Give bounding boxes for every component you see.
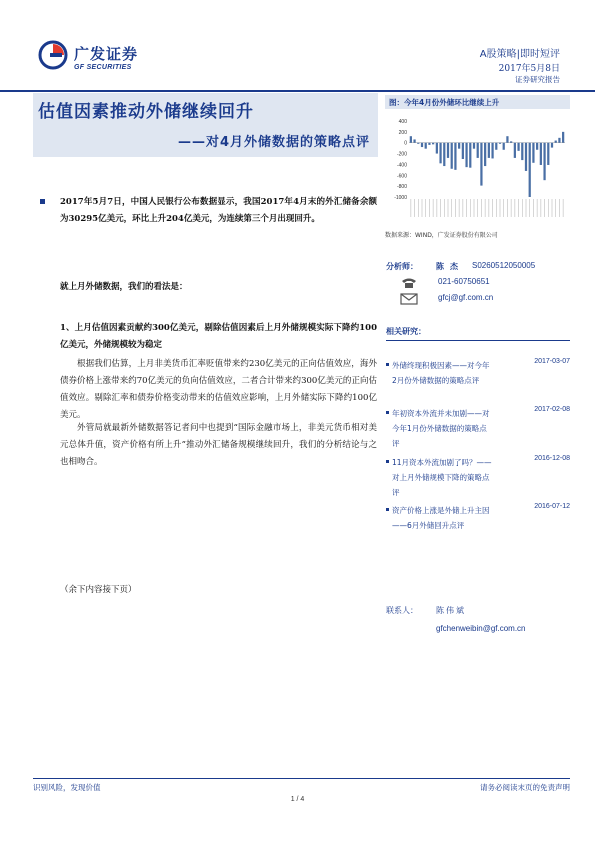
chart-bar [558, 138, 560, 143]
y-tick-label: -400 [396, 162, 407, 169]
bullet-icon [386, 460, 389, 463]
figure-source: 数据来源：WIND，广发证券股份有限公司 [385, 232, 498, 239]
related-item-date: 2017-02-08 [534, 406, 570, 413]
contact-label: 联系人： [386, 606, 418, 615]
chart-bar [517, 143, 519, 151]
bullet-icon [386, 363, 389, 366]
analyst-label: 分析师： [386, 262, 418, 271]
related-item-title[interactable]: 资产价格上涨是外储上升主因——6月外储回升点评 [392, 506, 490, 530]
y-tick-label: 0 [404, 140, 407, 147]
chart-bar [484, 143, 486, 166]
chart-bar [506, 136, 508, 143]
chart-bar [555, 141, 557, 143]
fx-reserve-chart [385, 113, 570, 223]
chart-bar [514, 143, 516, 158]
analyst-name: 陈杰 [436, 262, 464, 271]
chart-bar [421, 143, 423, 147]
chart-bar [443, 143, 445, 166]
chart-bar [562, 132, 564, 143]
chart-bar [491, 143, 493, 159]
analyst-email[interactable]: gfcj@gf.com.cn [438, 293, 494, 302]
chart-bar [454, 143, 456, 170]
related-item-date: 2017-03-07 [534, 358, 570, 365]
chart-bar [413, 139, 415, 142]
body-paragraph: 外管局就最新外储数据答记者问中也提到“国际金融市场上，非美元货币相对美元总体升值，资产价格有所上升”推动外汇储备规模继续回升，我们的分析结论与之也相吻合。 [60, 423, 377, 467]
chart-bar [469, 143, 471, 168]
chart-bar [503, 143, 505, 150]
y-tick-label: -800 [396, 184, 407, 191]
report-type: 证券研究报告 [515, 75, 560, 84]
chart-bar [458, 143, 460, 149]
chart-bar [525, 143, 527, 171]
related-item-date: 2016-12-08 [534, 455, 570, 462]
chart-bar [473, 143, 475, 149]
chart-bar [410, 136, 412, 143]
related-item-title[interactable]: 外储终现积极因素——对今年2月份外储数据的策略点评 [392, 361, 490, 385]
gf-logo-icon [38, 40, 68, 70]
chart-bar [551, 143, 553, 148]
chart-bar [547, 143, 549, 165]
chart-bar [543, 143, 545, 180]
y-tick-label: -600 [396, 173, 407, 180]
y-tick-label: 400 [398, 119, 407, 125]
analyst-phone: 021-60750651 [438, 277, 490, 286]
chart-bar [436, 143, 438, 154]
report-title: 估值因素推动外储继续回升 [38, 102, 254, 122]
view-intro: 就上月外储数据，我们的看法是： [60, 282, 188, 292]
related-item[interactable] [386, 406, 570, 450]
email-icon [400, 293, 418, 305]
related-item[interactable] [386, 503, 570, 547]
related-item-title[interactable]: 11月资本外流加剧了吗？——对上月外储规模下降的策略点评 [392, 458, 492, 497]
logo-text-en: GF SECURITIES [74, 64, 132, 71]
chart-bar [540, 143, 542, 165]
chart-bar [532, 143, 534, 163]
report-date: 2017年5月8日 [498, 64, 560, 74]
footer-slogan: 识别风险，发现价值 [33, 783, 101, 792]
report-subtitle: ——对4月外储数据的策略点评 [177, 135, 370, 150]
y-tick-label: -1000 [394, 195, 407, 201]
contact-email[interactable]: gfchenweibin@gf.com.cn [436, 624, 526, 633]
chart-bar [432, 143, 434, 145]
related-item[interactable] [386, 358, 570, 402]
y-tick-label: -200 [396, 151, 407, 158]
chart-bar [536, 143, 538, 150]
page-number: 1 / 4 [290, 796, 305, 803]
related-research-title: 相关研究： [386, 326, 570, 341]
chart-bar [465, 143, 467, 167]
related-item[interactable] [386, 455, 570, 499]
report-category: A股策略|即时短评 [479, 49, 560, 60]
footer-divider [33, 778, 570, 779]
contact-name: 陈伟斌 [436, 606, 466, 615]
related-item-title[interactable]: 年初资本外流并未加剧——对今年1月份外储数据的策略点评 [392, 409, 490, 448]
chart-bar [417, 143, 419, 144]
analyst-cert: S0260512050005 [472, 261, 536, 270]
chart-bar [529, 143, 531, 197]
bullet-icon [386, 508, 389, 511]
header-divider [0, 90, 595, 92]
figure-title: 图：今年4月份外储环比继续上升 [385, 95, 570, 109]
chart-bar [488, 143, 490, 158]
chart-bar [510, 141, 512, 142]
chart-bar [477, 143, 479, 158]
phone-icon [400, 277, 418, 289]
chart-bar [451, 143, 453, 169]
body-paragraph: 根据我们估算，上月非美货币汇率贬值带来约230亿美元的正向估值效应，海外债券价格上涨带来约70亿美元的负向估值效应，二者合计带来约300亿美元的正向估值效应。剔除汇率和债券价格变动带来的估值效应影响，上月外储实际下降约100亿美元。 [60, 359, 377, 420]
chart-bar [447, 143, 449, 158]
chart-bar [428, 143, 430, 145]
continued-note: （余下内容接下页） [60, 585, 137, 595]
section-heading-1: 1、上月估值因素贡献约300亿美元，剔除估值因素后上月外储规模实际下降约100亿美元，外储规模较为稳定 [60, 323, 377, 350]
y-tick-label: 200 [398, 129, 407, 136]
logo-text-cn: 广发证券 [74, 45, 139, 63]
chart-bar [499, 143, 501, 144]
chart-bar [462, 143, 464, 159]
chart-bar [495, 143, 497, 150]
related-item-date: 2016-07-12 [534, 503, 570, 510]
chart-bar [521, 143, 523, 160]
chart-bar [425, 143, 427, 149]
bullet-icon [386, 411, 389, 414]
chart-bar [439, 143, 441, 164]
footer-disclaimer: 请务必阅读末页的免责声明 [480, 783, 570, 792]
bullet-marker [40, 199, 45, 204]
chart-bar [480, 143, 482, 186]
summary-paragraph: 2017年5月7日，中国人民银行公布数据显示，我国2017年4月末的外汇储备余额为30295亿美元，环比上升204亿美元，为连续第三个月出现回升。 [60, 197, 377, 224]
